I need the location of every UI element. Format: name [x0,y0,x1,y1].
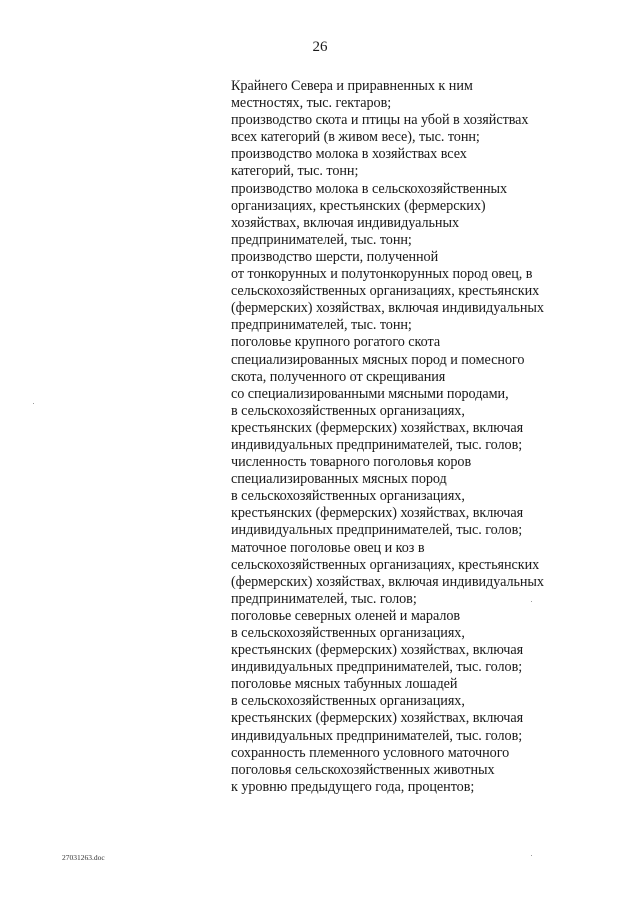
text-line: сельскохозяйственных организациях, крестьянских [231,283,540,300]
text-line: специализированных мясных пород и помесного [231,351,525,368]
text-line: маточное поголовье овец и коз в [231,539,425,556]
text-line: поголовья сельскохозяйственных животных [231,761,495,778]
text-line: производство шерсти, полученной [231,248,439,265]
text-line: индивидуальных предпринимателей, тыс. голов; [231,522,523,539]
document-filename: 27031263.doc [62,853,105,862]
text-line: сохранность племенного условного маточного [231,744,510,761]
text-line: производство скота и птицы на убой в хозяйствах [231,112,529,129]
document-body [231,78,631,796]
text-line: местностях, тыс. гектаров; [231,95,392,112]
scan-speck [33,403,34,404]
text-line: индивидуальных предпринимателей, тыс. голов; [231,436,523,453]
text-line: сельскохозяйственных организациях, крестьянских [231,556,540,573]
text-line: в сельскохозяйственных организациях, [231,625,465,641]
text-line: всех категорий (в живом весе), тыс. тонн; [231,129,480,146]
text-line: предпринимателей, тыс. тонн; [231,231,412,248]
text-line: предпринимателей, тыс. тонн; [231,317,412,334]
text-line: специализированных мясных пород [231,471,447,488]
text-line: производство молока в сельскохозяйственных [231,180,508,197]
text-line: к уровню предыдущего года, процентов; [231,778,475,795]
text-line: производство молока в хозяйствах всех [231,146,467,163]
text-line: в сельскохозяйственных организациях, [231,488,465,505]
text-line: в сельскохозяйственных организациях, [231,402,465,419]
text-line: индивидуальных предпринимателей, тыс. голов; [231,727,523,744]
text-line: хозяйствах, включая индивидуальных [231,214,460,231]
text-line: индивидуальных предпринимателей, тыс. голов; [231,659,523,676]
text-line: в сельскохозяйственных организациях, [231,693,465,710]
text-line: поголовье северных оленей и маралов [231,607,461,624]
text-line: категорий, тыс. тонн; [231,163,359,180]
text-line: (фермерских) хозяйствах, включая индивидуальных [231,573,544,590]
text-line: численность товарного поголовья коров [231,454,472,471]
text-line: крестьянских (фермерских) хозяйствах, включая [231,419,524,436]
scan-speck [531,855,532,856]
scan-speck [531,601,532,602]
text-line: со специализированными мясными породами, [231,385,509,402]
text-line: предпринимателей, тыс. голов; [231,590,417,607]
text-line: крестьянских (фермерских) хозяйствах, включая [231,710,524,727]
text-line: от тонкорунных и полутонкорунных пород овец, в [231,266,533,283]
text-line: поголовье крупного рогатого скота [231,334,441,351]
text-line: поголовье мясных табунных лошадей [231,676,458,693]
text-line: Крайнего Севера и приравненных к ним [231,78,473,94]
text-line: крестьянских (фермерских) хозяйствах, включая [231,505,524,522]
text-line: организациях, крестьянских (фермерских) [231,197,486,214]
text-line: крестьянских (фермерских) хозяйствах, включая [231,642,524,659]
page-number: 26 [312,39,328,55]
text-line: (фермерских) хозяйствах, включая индивидуальных [231,300,544,317]
text-line: скота, полученного от скрещивания [231,368,446,385]
